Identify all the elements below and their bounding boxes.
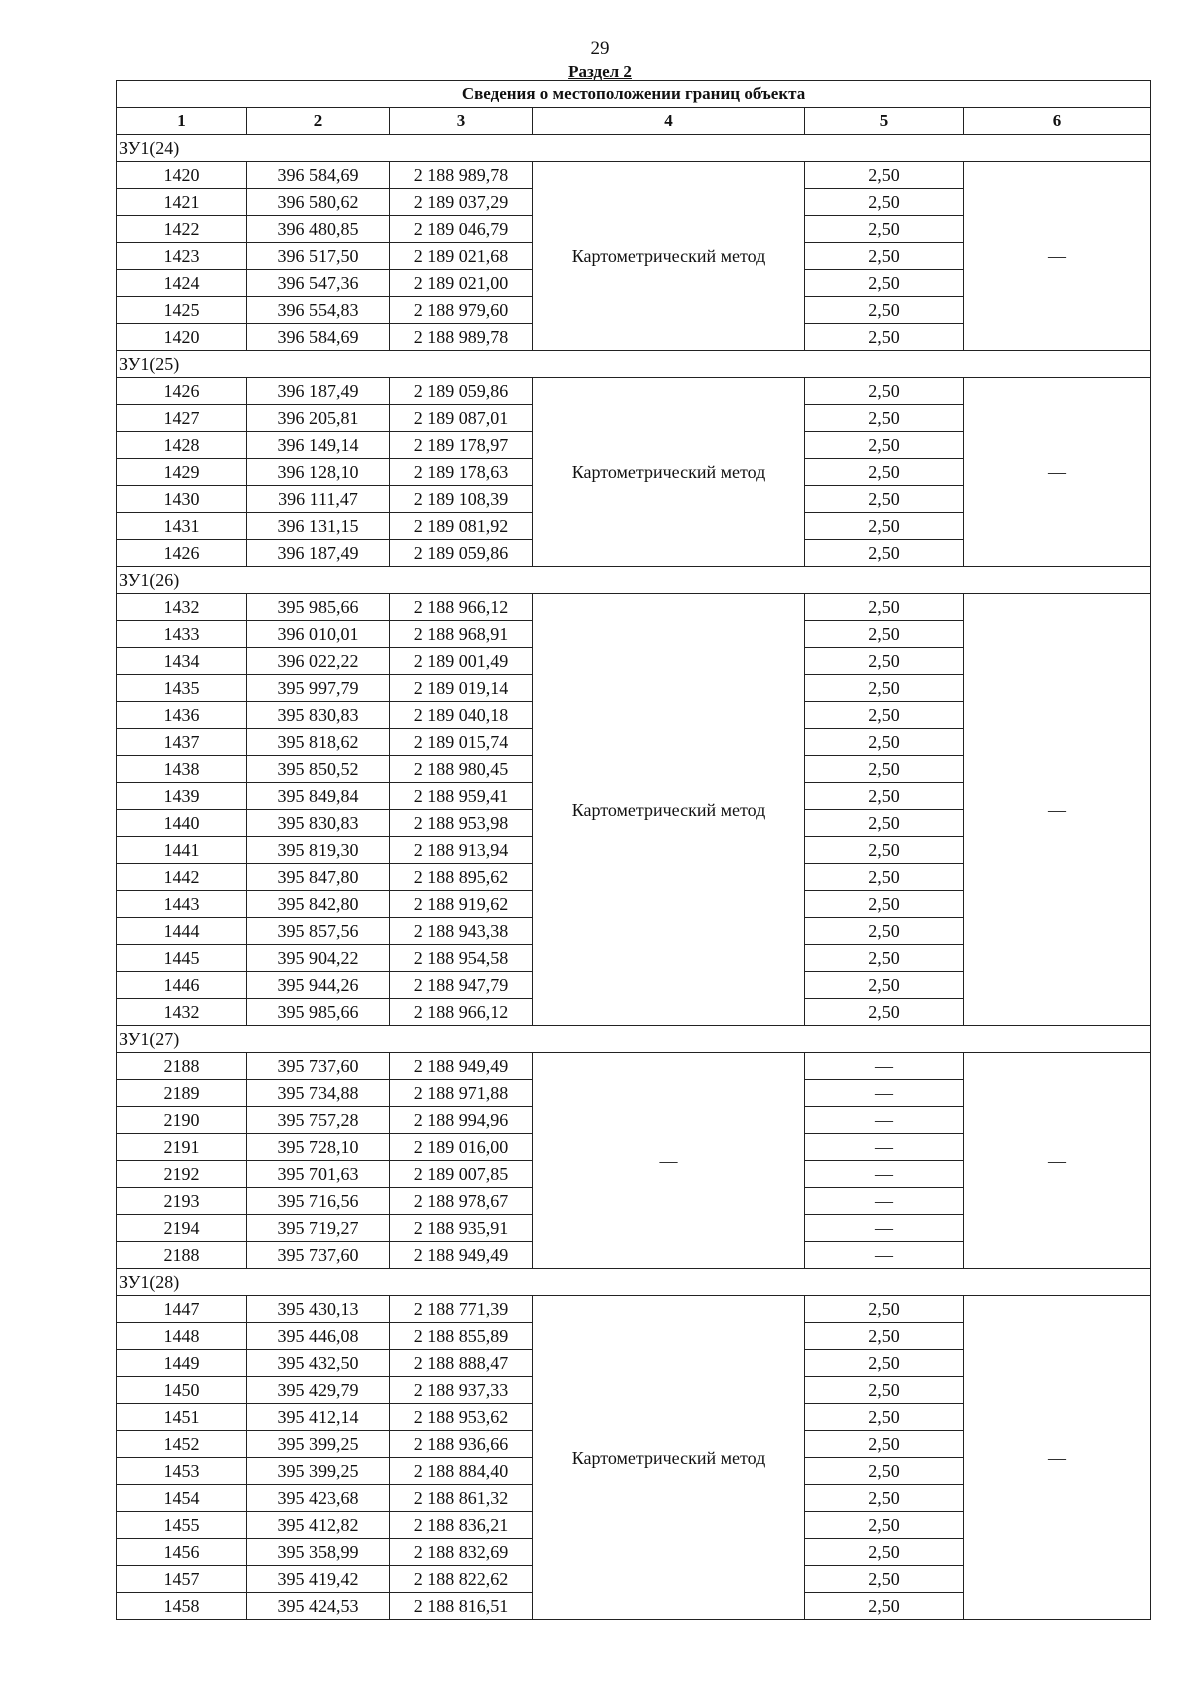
coordinate-y: 2 188 949,49 <box>390 1053 533 1080</box>
accuracy-value: 2,50 <box>805 1404 964 1431</box>
coordinate-x: 395 423,68 <box>247 1485 390 1512</box>
coordinate-y: 2 189 108,39 <box>390 486 533 513</box>
accuracy-value: 2,50 <box>805 945 964 972</box>
accuracy-value: 2,50 <box>805 1458 964 1485</box>
coordinate-y: 2 188 888,47 <box>390 1350 533 1377</box>
point-number: 2188 <box>117 1242 247 1269</box>
accuracy-value: — <box>805 1161 964 1188</box>
point-number: 1420 <box>117 162 247 189</box>
point-number: 1454 <box>117 1485 247 1512</box>
determination-method: — <box>533 1053 805 1269</box>
coordinate-x: 395 719,27 <box>247 1215 390 1242</box>
coordinate-x: 395 424,53 <box>247 1593 390 1620</box>
coordinate-x: 395 412,82 <box>247 1512 390 1539</box>
coordinate-y: 2 189 059,86 <box>390 378 533 405</box>
point-number: 1432 <box>117 999 247 1026</box>
point-number: 2193 <box>117 1188 247 1215</box>
coordinate-y: 2 188 966,12 <box>390 594 533 621</box>
coordinate-y: 2 189 001,49 <box>390 648 533 675</box>
group-name: ЗУ1(28) <box>117 1269 1151 1296</box>
coordinate-y: 2 188 953,62 <box>390 1404 533 1431</box>
coordinate-y: 2 189 178,97 <box>390 432 533 459</box>
coordinate-x: 395 847,80 <box>247 864 390 891</box>
point-number: 1450 <box>117 1377 247 1404</box>
coordinate-y: 2 188 971,88 <box>390 1080 533 1107</box>
coordinate-y: 2 188 855,89 <box>390 1323 533 1350</box>
coordinate-x: 396 580,62 <box>247 189 390 216</box>
accuracy-value: 2,50 <box>805 891 964 918</box>
point-number: 1426 <box>117 540 247 567</box>
coordinate-x: 395 997,79 <box>247 675 390 702</box>
coordinate-x: 395 944,26 <box>247 972 390 999</box>
coordinate-x: 395 857,56 <box>247 918 390 945</box>
accuracy-value: 2,50 <box>805 189 964 216</box>
coordinate-y: 2 189 059,86 <box>390 540 533 567</box>
table-caption-row <box>117 81 1151 108</box>
table-header-row <box>117 108 1151 135</box>
point-number: 2192 <box>117 1161 247 1188</box>
coordinate-x: 396 187,49 <box>247 378 390 405</box>
coordinate-y: 2 189 081,92 <box>390 513 533 540</box>
determination-method: Картометрический метод <box>533 378 805 567</box>
coordinate-x: 395 399,25 <box>247 1431 390 1458</box>
point-number: 1453 <box>117 1458 247 1485</box>
coordinate-x: 396 010,01 <box>247 621 390 648</box>
coordinate-x: 395 701,63 <box>247 1161 390 1188</box>
table-row <box>117 378 1151 405</box>
accuracy-value: 2,50 <box>805 972 964 999</box>
column-6-value: — <box>964 162 1151 351</box>
coordinate-x: 396 584,69 <box>247 162 390 189</box>
accuracy-value: 2,50 <box>805 837 964 864</box>
accuracy-value: 2,50 <box>805 297 964 324</box>
coordinate-x: 396 128,10 <box>247 459 390 486</box>
accuracy-value: 2,50 <box>805 594 964 621</box>
coordinate-y: 2 188 989,78 <box>390 324 533 351</box>
accuracy-value: 2,50 <box>805 405 964 432</box>
accuracy-value: 2,50 <box>805 162 964 189</box>
coordinate-y: 2 189 007,85 <box>390 1161 533 1188</box>
coordinate-y: 2 188 953,98 <box>390 810 533 837</box>
coordinate-x: 396 554,83 <box>247 297 390 324</box>
coordinate-x: 396 149,14 <box>247 432 390 459</box>
coordinate-y: 2 189 046,79 <box>390 216 533 243</box>
accuracy-value: — <box>805 1215 964 1242</box>
table-body <box>117 135 1151 1620</box>
coordinate-x: 395 716,56 <box>247 1188 390 1215</box>
accuracy-value: 2,50 <box>805 1485 964 1512</box>
coordinate-x: 395 737,60 <box>247 1053 390 1080</box>
point-number: 1447 <box>117 1296 247 1323</box>
point-number: 1428 <box>117 432 247 459</box>
accuracy-value: 2,50 <box>805 324 964 351</box>
coordinate-x: 395 358,99 <box>247 1539 390 1566</box>
coordinate-y: 2 188 836,21 <box>390 1512 533 1539</box>
point-number: 1420 <box>117 324 247 351</box>
coordinate-y: 2 188 968,91 <box>390 621 533 648</box>
accuracy-value: 2,50 <box>805 918 964 945</box>
coordinate-y: 2 188 989,78 <box>390 162 533 189</box>
accuracy-value: 2,50 <box>805 1350 964 1377</box>
accuracy-value: — <box>805 1107 964 1134</box>
coordinate-x: 396 480,85 <box>247 216 390 243</box>
point-number: 1433 <box>117 621 247 648</box>
group-name: ЗУ1(27) <box>117 1026 1151 1053</box>
coordinate-y: 2 189 087,01 <box>390 405 533 432</box>
point-number: 1438 <box>117 756 247 783</box>
coordinate-y: 2 189 016,00 <box>390 1134 533 1161</box>
point-number: 1421 <box>117 189 247 216</box>
coordinate-x: 395 904,22 <box>247 945 390 972</box>
point-number: 1449 <box>117 1350 247 1377</box>
coordinate-y: 2 188 832,69 <box>390 1539 533 1566</box>
accuracy-value: — <box>805 1053 964 1080</box>
accuracy-value: 2,50 <box>805 756 964 783</box>
point-number: 1430 <box>117 486 247 513</box>
point-number: 1445 <box>117 945 247 972</box>
coordinate-x: 395 734,88 <box>247 1080 390 1107</box>
point-number: 1431 <box>117 513 247 540</box>
table-row <box>117 1296 1151 1323</box>
point-number: 1423 <box>117 243 247 270</box>
accuracy-value: 2,50 <box>805 621 964 648</box>
point-number: 1446 <box>117 972 247 999</box>
page-number: 29 <box>590 38 610 59</box>
coordinate-x: 395 429,79 <box>247 1377 390 1404</box>
point-number: 1439 <box>117 783 247 810</box>
accuracy-value: 2,50 <box>805 1323 964 1350</box>
coordinate-y: 2 188 937,33 <box>390 1377 533 1404</box>
coordinate-x: 395 419,42 <box>247 1566 390 1593</box>
table-row <box>117 162 1151 189</box>
coordinate-x: 396 547,36 <box>247 270 390 297</box>
section-title: Раздел 2 <box>568 62 632 81</box>
point-number: 1436 <box>117 702 247 729</box>
coordinate-x: 396 187,49 <box>247 540 390 567</box>
coordinate-y: 2 188 943,38 <box>390 918 533 945</box>
point-number: 1452 <box>117 1431 247 1458</box>
coordinate-x: 395 818,62 <box>247 729 390 756</box>
point-number: 1432 <box>117 594 247 621</box>
point-number: 2191 <box>117 1134 247 1161</box>
coordinate-x: 395 430,13 <box>247 1296 390 1323</box>
column-6-value: — <box>964 594 1151 1026</box>
point-number: 1442 <box>117 864 247 891</box>
point-number: 1455 <box>117 1512 247 1539</box>
accuracy-value: 2,50 <box>805 432 964 459</box>
point-number: 2189 <box>117 1080 247 1107</box>
accuracy-value: 2,50 <box>805 1296 964 1323</box>
accuracy-value: — <box>805 1080 964 1107</box>
boundary-table <box>116 80 1151 1620</box>
point-number: 1440 <box>117 810 247 837</box>
coordinate-y: 2 188 884,40 <box>390 1458 533 1485</box>
coordinate-y: 2 189 019,14 <box>390 675 533 702</box>
point-number: 1448 <box>117 1323 247 1350</box>
point-number: 2194 <box>117 1215 247 1242</box>
accuracy-value: — <box>805 1242 964 1269</box>
point-number: 1437 <box>117 729 247 756</box>
point-number: 1458 <box>117 1593 247 1620</box>
coordinate-x: 395 737,60 <box>247 1242 390 1269</box>
coordinate-y: 2 189 021,68 <box>390 243 533 270</box>
coordinate-x: 395 842,80 <box>247 891 390 918</box>
coordinate-y: 2 188 978,67 <box>390 1188 533 1215</box>
point-number: 1426 <box>117 378 247 405</box>
coordinate-x: 395 399,25 <box>247 1458 390 1485</box>
coordinate-y: 2 188 979,60 <box>390 297 533 324</box>
accuracy-value: 2,50 <box>805 864 964 891</box>
column-header: 5 <box>805 108 964 135</box>
coordinate-x: 395 850,52 <box>247 756 390 783</box>
group-name: ЗУ1(26) <box>117 567 1151 594</box>
group-name: ЗУ1(25) <box>117 351 1151 378</box>
coordinate-y: 2 189 037,29 <box>390 189 533 216</box>
coordinate-y: 2 189 015,74 <box>390 729 533 756</box>
coordinate-y: 2 188 919,62 <box>390 891 533 918</box>
coordinate-y: 2 188 895,62 <box>390 864 533 891</box>
point-number: 2190 <box>117 1107 247 1134</box>
coordinate-x: 395 830,83 <box>247 810 390 837</box>
coordinate-x: 396 517,50 <box>247 243 390 270</box>
point-number: 1424 <box>117 270 247 297</box>
coordinate-y: 2 188 861,32 <box>390 1485 533 1512</box>
accuracy-value: 2,50 <box>805 783 964 810</box>
point-number: 1451 <box>117 1404 247 1431</box>
coordinate-x: 395 432,50 <box>247 1350 390 1377</box>
coordinate-y: 2 188 947,79 <box>390 972 533 999</box>
coordinate-x: 395 830,83 <box>247 702 390 729</box>
coordinate-y: 2 188 954,58 <box>390 945 533 972</box>
accuracy-value: 2,50 <box>805 513 964 540</box>
accuracy-value: 2,50 <box>805 486 964 513</box>
group-header-row <box>117 351 1151 378</box>
coordinate-y: 2 188 994,96 <box>390 1107 533 1134</box>
accuracy-value: 2,50 <box>805 999 964 1026</box>
column-header: 6 <box>964 108 1151 135</box>
accuracy-value: 2,50 <box>805 648 964 675</box>
point-number: 1422 <box>117 216 247 243</box>
coordinate-x: 396 022,22 <box>247 648 390 675</box>
accuracy-value: 2,50 <box>805 675 964 702</box>
coordinate-x: 396 205,81 <box>247 405 390 432</box>
accuracy-value: — <box>805 1134 964 1161</box>
point-number: 1456 <box>117 1539 247 1566</box>
point-number: 1435 <box>117 675 247 702</box>
table-caption: Сведения о местоположении границ объекта <box>117 81 1151 108</box>
accuracy-value: 2,50 <box>805 1566 964 1593</box>
determination-method: Картометрический метод <box>533 1296 805 1620</box>
coordinate-x: 395 728,10 <box>247 1134 390 1161</box>
point-number: 1425 <box>117 297 247 324</box>
table-row <box>117 594 1151 621</box>
column-6-value: — <box>964 1053 1151 1269</box>
determination-method: Картометрический метод <box>533 162 805 351</box>
coordinate-x: 395 985,66 <box>247 999 390 1026</box>
coordinate-x: 395 819,30 <box>247 837 390 864</box>
accuracy-value: 2,50 <box>805 1593 964 1620</box>
coordinate-y: 2 189 178,63 <box>390 459 533 486</box>
column-header: 4 <box>533 108 805 135</box>
accuracy-value: 2,50 <box>805 540 964 567</box>
coordinate-y: 2 188 949,49 <box>390 1242 533 1269</box>
accuracy-value: 2,50 <box>805 810 964 837</box>
coordinate-x: 395 849,84 <box>247 783 390 810</box>
accuracy-value: 2,50 <box>805 729 964 756</box>
accuracy-value: 2,50 <box>805 270 964 297</box>
coordinate-x: 396 111,47 <box>247 486 390 513</box>
accuracy-value: — <box>805 1188 964 1215</box>
coordinate-x: 395 446,08 <box>247 1323 390 1350</box>
coordinate-y: 2 188 771,39 <box>390 1296 533 1323</box>
accuracy-value: 2,50 <box>805 243 964 270</box>
coordinate-x: 395 985,66 <box>247 594 390 621</box>
coordinate-y: 2 188 816,51 <box>390 1593 533 1620</box>
coordinate-x: 395 757,28 <box>247 1107 390 1134</box>
point-number: 1444 <box>117 918 247 945</box>
point-number: 2188 <box>117 1053 247 1080</box>
coordinate-y: 2 188 935,91 <box>390 1215 533 1242</box>
column-header: 1 <box>117 108 247 135</box>
point-number: 1457 <box>117 1566 247 1593</box>
accuracy-value: 2,50 <box>805 459 964 486</box>
coordinate-y: 2 188 822,62 <box>390 1566 533 1593</box>
column-header: 3 <box>390 108 533 135</box>
coordinate-y: 2 188 959,41 <box>390 783 533 810</box>
group-header-row <box>117 135 1151 162</box>
accuracy-value: 2,50 <box>805 216 964 243</box>
column-header: 2 <box>247 108 390 135</box>
coordinate-y: 2 188 980,45 <box>390 756 533 783</box>
group-header-row <box>117 567 1151 594</box>
accuracy-value: 2,50 <box>805 1539 964 1566</box>
group-name: ЗУ1(24) <box>117 135 1151 162</box>
accuracy-value: 2,50 <box>805 378 964 405</box>
table-row <box>117 1053 1151 1080</box>
coordinate-y: 2 189 021,00 <box>390 270 533 297</box>
point-number: 1434 <box>117 648 247 675</box>
accuracy-value: 2,50 <box>805 702 964 729</box>
group-header-row <box>117 1026 1151 1053</box>
point-number: 1427 <box>117 405 247 432</box>
coordinate-y: 2 188 936,66 <box>390 1431 533 1458</box>
coordinate-y: 2 188 913,94 <box>390 837 533 864</box>
accuracy-value: 2,50 <box>805 1512 964 1539</box>
determination-method: Картометрический метод <box>533 594 805 1026</box>
coordinate-x: 396 131,15 <box>247 513 390 540</box>
coordinate-y: 2 189 040,18 <box>390 702 533 729</box>
column-6-value: — <box>964 378 1151 567</box>
point-number: 1429 <box>117 459 247 486</box>
point-number: 1443 <box>117 891 247 918</box>
coordinate-y: 2 188 966,12 <box>390 999 533 1026</box>
column-6-value: — <box>964 1296 1151 1620</box>
coordinate-x: 396 584,69 <box>247 324 390 351</box>
point-number: 1441 <box>117 837 247 864</box>
group-header-row <box>117 1269 1151 1296</box>
accuracy-value: 2,50 <box>805 1431 964 1458</box>
accuracy-value: 2,50 <box>805 1377 964 1404</box>
coordinate-x: 395 412,14 <box>247 1404 390 1431</box>
